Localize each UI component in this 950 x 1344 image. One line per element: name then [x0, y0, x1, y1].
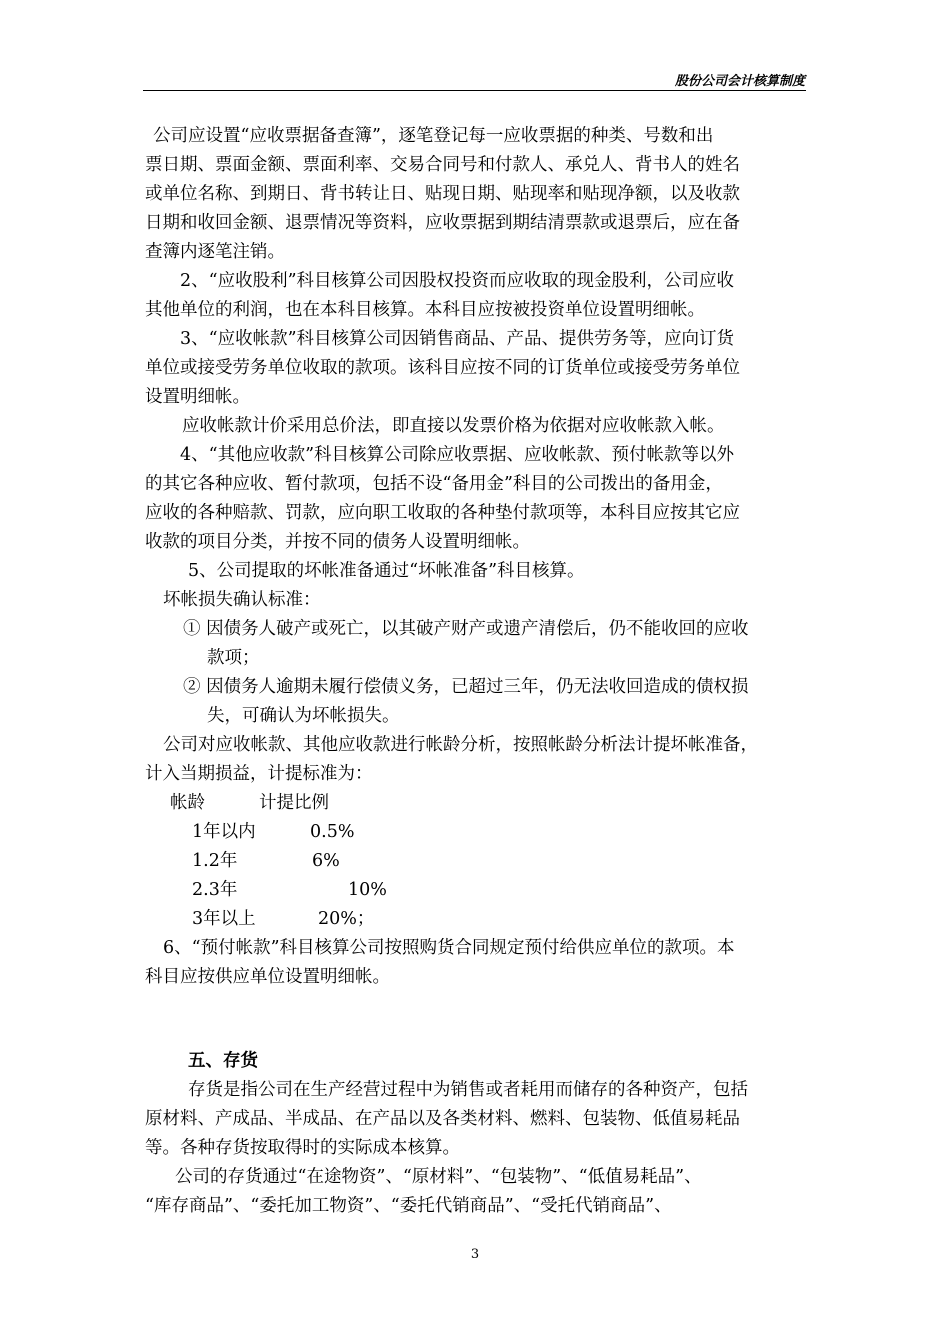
text-line: 公司应设置“应收票据备查簿”，逐笔登记每一应收票据的种类、号数和出: [153, 126, 714, 146]
text-line: 或单位名称、到期日、背书转让日、贴现日期、贴现率和贴现净额，以及收款: [145, 184, 740, 204]
list-item: 失，可确认为坏帐损失。: [207, 706, 400, 726]
header-divider: [143, 90, 806, 91]
document-body: [145, 122, 815, 1221]
text-line: 日期和收回金额、退票情况等资料，应收票据到期结清票款或退票后，应在备: [145, 213, 740, 233]
text-line: 设置明细帐。: [145, 387, 250, 407]
text-line: 票日期、票面金额、票面利率、交易合同号和付款人、承兑人、背书人的姓名: [145, 155, 740, 175]
section-heading: 五、存货: [188, 1051, 258, 1071]
aging-age-cell: 1年以内: [192, 822, 256, 842]
text-line: 公司对应收帐款、其他应收款进行帐龄分析，按照帐龄分析法计提坏帐准备，: [163, 735, 758, 755]
aging-table-row: [145, 876, 815, 905]
aging-table-row: [145, 847, 815, 876]
list-item: ① 因债务人破产或死亡，以其破产财产或遗产清偿后，仍不能收回的应收: [183, 619, 749, 639]
aging-ratio-cell: 6%: [312, 851, 340, 871]
aging-age-cell: 2.3年: [192, 880, 238, 900]
aging-ratio-cell: 0.5%: [310, 822, 355, 842]
text-line: 2、“应收股利”科目核算公司因股权投资而应收取的现金股利，公司应收: [180, 271, 735, 291]
text-line: 科目应按供应单位设置明细帐。: [145, 967, 390, 987]
text-line: 原材料、产成品、半成品、在产品以及各类材料、燃料、包装物、低值易耗品: [145, 1109, 740, 1129]
text-line: 收款的项目分类，并按不同的债务人设置明细帐。: [145, 532, 530, 552]
text-line: “库存商品”、“委托加工物资”、“委托代销商品”、“受托代销商品”、: [145, 1196, 672, 1216]
text-line: 5、公司提取的坏帐准备通过“坏帐准备”科目核算。: [188, 561, 585, 581]
text-line: 其他单位的利润，也在本科目核算。本科目应按被投资单位设置明细帐。: [145, 300, 705, 320]
text-line: 单位或接受劳务单位收取的款项。该科目应按不同的订货单位或接受劳务单位: [145, 358, 740, 378]
aging-table-row: [145, 818, 815, 847]
aging-header-ratio: 计提比例: [259, 793, 329, 813]
text-line: 应收的各种赔款、罚款，应向职工收取的各种垫付款项等，本科目应按其它应: [145, 503, 740, 523]
text-line: 计入当期损益，计提标准为：: [145, 764, 373, 784]
text-line: 3、“应收帐款”科目核算公司因销售商品、产品、提供劳务等，应向订货: [180, 329, 735, 349]
text-line: 的其它各种应收、暂付款项，包括不设“备用金”科目的公司拨出的备用金，: [145, 474, 723, 494]
aging-ratio-cell: 10%: [348, 880, 387, 900]
text-line: 等。各种存货按取得时的实际成本核算。: [145, 1138, 460, 1158]
running-header-title: 股份公司会计核算制度: [674, 74, 805, 89]
text-line: 存货是指公司在生产经营过程中为销售或者耗用而储存的各种资产，包括: [188, 1080, 748, 1100]
list-item: 款项；: [207, 648, 260, 668]
text-line: 4、“其他应收款”科目核算公司除应收票据、应收帐款、预付帐款等以外: [180, 445, 735, 465]
aging-table-header: [145, 789, 815, 818]
text-line: 6、“预付帐款”科目核算公司按照购货合同规定预付给供应单位的款项。本: [163, 938, 735, 958]
aging-age-cell: 3年以上: [192, 909, 256, 929]
spacer: [145, 992, 815, 1047]
page-number: 3: [470, 1247, 480, 1262]
aging-age-cell: 1.2年: [192, 851, 238, 871]
text-line: 公司的存货通过“在途物资”、“原材料”、“包装物”、“低值易耗品”、: [175, 1167, 702, 1187]
text-line: 应收帐款计价采用总价法，即直接以发票价格为依据对应收帐款入帐。: [182, 416, 725, 436]
text-line: 坏帐损失确认标准：: [163, 590, 321, 610]
aging-table-row: [145, 905, 815, 934]
aging-header-age: 帐龄: [170, 793, 205, 813]
list-item: ② 因债务人逾期未履行偿债义务，已超过三年，仍无法收回造成的债权损: [183, 677, 749, 697]
text-line: 查簿内逐笔注销。: [145, 242, 285, 262]
aging-ratio-cell: 20%；: [318, 909, 375, 929]
